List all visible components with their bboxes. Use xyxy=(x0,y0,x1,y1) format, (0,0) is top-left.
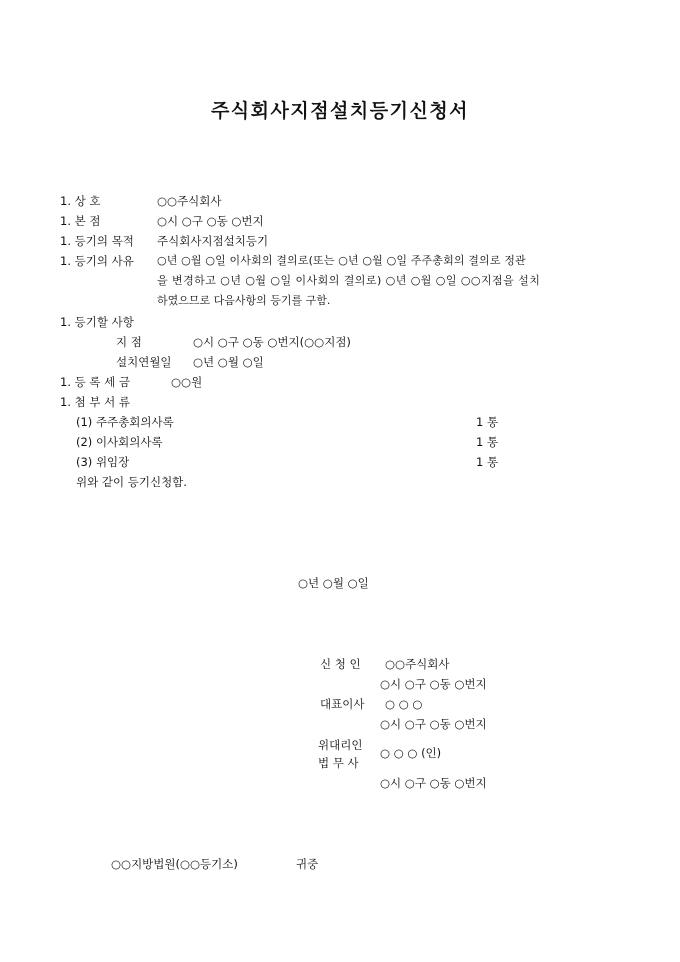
court-suffix: 귀중 xyxy=(296,857,319,871)
representative-name: ○ ○ ○ xyxy=(385,697,423,711)
applicant-label: 신 청 인 xyxy=(320,657,361,671)
attachment-count-1: 1 통 xyxy=(476,415,499,429)
representative-address: ○시 ○구 ○동 ○번지 xyxy=(380,717,487,731)
attachment-count-2: 1 통 xyxy=(476,435,499,449)
head-office-label: 1. 본 점 xyxy=(60,214,101,228)
agent-label-1: 위대리인 xyxy=(318,738,363,752)
attachment-item-2: (2) 이사회의사록 xyxy=(76,435,163,449)
purpose-value: 주식회사지점설치등기 xyxy=(157,234,269,248)
agent-label-2: 법 무 사 xyxy=(318,756,359,770)
page-title: 주식회사지점설치등기신청서 xyxy=(210,100,470,122)
attachments-label: 1. 첨 부 서 류 xyxy=(60,395,131,409)
tax-value: ○○원 xyxy=(171,375,203,389)
reason-label: 1. 등기의 사유 xyxy=(60,254,134,268)
purpose-label: 1. 등기의 목적 xyxy=(60,234,134,248)
company-label: 1. 상 호 xyxy=(60,194,101,208)
court-name: ○○지방법원(○○등기소) xyxy=(111,857,238,871)
attachment-count-3: 1 통 xyxy=(476,455,499,469)
closing-statement: 위와 같이 등기신청함. xyxy=(76,475,187,489)
applicant-address: ○시 ○구 ○동 ○번지 xyxy=(380,677,487,691)
representative-label: 대표이사 xyxy=(320,697,365,711)
company-value: ○○주식회사 xyxy=(157,194,222,208)
reason-line-3: 하였으므로 다음사항의 등기를 구함. xyxy=(157,294,331,307)
establish-date-label: 설치연월일 xyxy=(116,355,172,369)
branch-label: 지 점 xyxy=(116,335,142,349)
attachment-item-1: (1) 주주총회의사록 xyxy=(76,415,174,429)
tax-label: 1. 등 록 세 금 xyxy=(60,375,131,389)
applicant-name: ○○주식회사 xyxy=(385,657,450,671)
reason-line-1: ○년 ○월 ○일 이사회의 결의로(또는 ○년 ○월 ○일 주주총회의 결의로 정관 xyxy=(157,254,526,267)
matters-label: 1. 등기할 사항 xyxy=(60,315,134,329)
establish-date-value: ○년 ○월 ○일 xyxy=(193,355,264,369)
agent-address: ○시 ○구 ○동 ○번지 xyxy=(380,776,487,790)
agent-name: ○ ○ ○ (인) xyxy=(380,746,442,760)
reason-line-2: 을 변경하고 ○년 ○월 ○일 이사회의 결의로) ○년 ○월 ○일 ○○지점을 설치 xyxy=(157,274,541,287)
filing-date: ○년 ○월 ○일 xyxy=(298,576,369,590)
attachment-item-3: (3) 위임장 xyxy=(76,455,130,469)
head-office-value: ○시 ○구 ○동 ○번지 xyxy=(157,214,264,228)
branch-value: ○시 ○구 ○동 ○번지(○○지점) xyxy=(193,335,351,349)
